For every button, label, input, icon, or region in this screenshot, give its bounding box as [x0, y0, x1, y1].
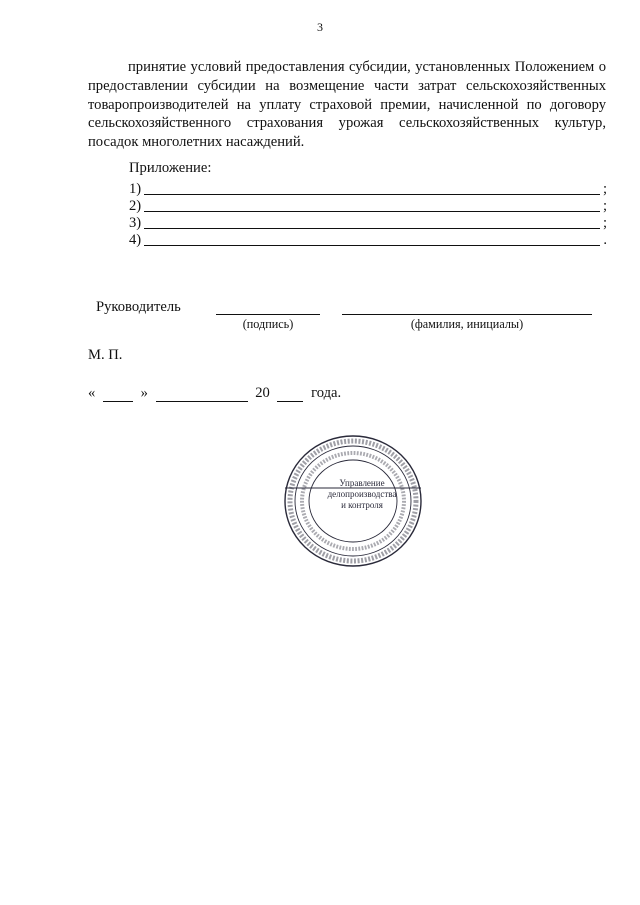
appendix-item-4: [129, 231, 607, 249]
page-number: 3: [317, 20, 323, 34]
year-suffix: года.: [311, 385, 342, 401]
signature-caption: (подпись): [242, 317, 294, 331]
appendix-item-end: .: [603, 232, 607, 248]
signatory-role: Руководитель: [96, 299, 181, 315]
appendix-item-number: 3): [129, 215, 142, 231]
month-blank: [156, 387, 248, 402]
stamp-line-3: и контроля: [341, 500, 383, 510]
appendix-title: Приложение:: [129, 160, 212, 176]
appendix-item-2: [129, 197, 607, 215]
appendix-item-1: [129, 180, 607, 198]
appendix-item-end: ;: [602, 181, 607, 197]
year-blank: [277, 387, 303, 402]
appendix-item-line: [144, 194, 600, 195]
appendix-item-end: ;: [602, 198, 607, 214]
signature-line: [216, 314, 320, 315]
appendix-item-number: 4): [129, 232, 142, 248]
appendix-item-line: [144, 211, 600, 212]
body-paragraph: принятие условий предоставления субсидии, установленных Положением о предоставлении субсидии на возмещение части затрат сельскохозяйственных товаропроизводителей на уплату страховой премии, начисленной по договору сельскохозяйственного страхования урожая сельскохозяйственных культур, посадок многолетних насаждений.: [88, 59, 606, 151]
name-line: [342, 314, 592, 315]
stamp-line-1: Управление: [339, 478, 385, 488]
appendix-item-end: ;: [602, 215, 607, 231]
stamp-line-2: делопроизводства: [327, 489, 397, 499]
appendix-item-line: [144, 228, 600, 229]
date-row: [88, 385, 341, 402]
open-quote: «: [88, 385, 96, 401]
appendix-item-number: 1): [129, 181, 142, 197]
appendix-item-3: [129, 214, 607, 232]
seal-label: М. П.: [88, 347, 123, 363]
day-blank: [103, 387, 133, 402]
appendix-item-number: 2): [129, 198, 142, 214]
year-prefix: 20: [255, 385, 270, 401]
appendix-item-line: [144, 245, 600, 246]
close-quote: »: [140, 385, 148, 401]
name-caption: (фамилия, инициалы): [410, 317, 524, 331]
